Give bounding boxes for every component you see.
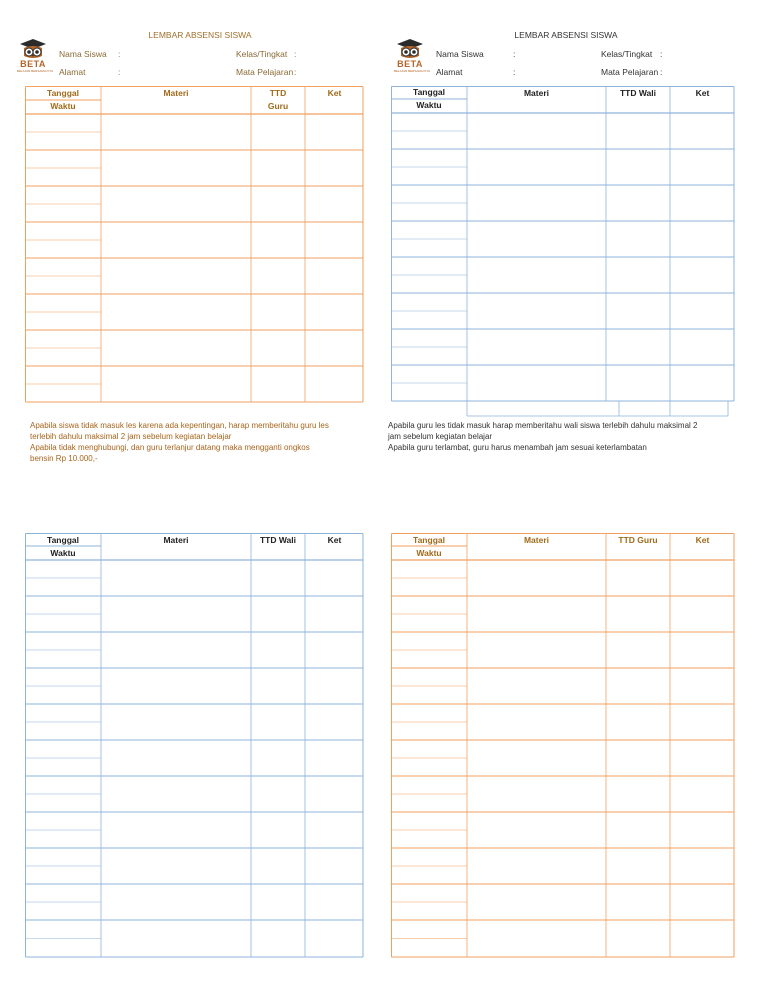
- class-colon: :: [294, 49, 297, 59]
- header-sign-guardian: TTD Wali: [259, 535, 297, 545]
- logo-brand: BETA: [397, 59, 423, 69]
- header-sign-teacher-2: Guru: [267, 101, 289, 111]
- name-label: Nama Siswa: [436, 49, 484, 59]
- header-sign-guardian: TTD Wali: [619, 88, 657, 98]
- attendance-grid: [391, 86, 735, 417]
- header-date: Tanggal: [47, 88, 79, 98]
- header-material: Materi: [523, 88, 550, 98]
- subject-label: Mata Pelajaran: [236, 67, 294, 77]
- logo-brand: BETA: [20, 59, 46, 69]
- header-date: Tanggal: [413, 87, 445, 97]
- header-time: Waktu: [50, 101, 76, 111]
- header-date: Tanggal: [47, 535, 79, 545]
- header-note: Ket: [695, 535, 710, 545]
- attendance-table-bottom-right: [391, 533, 735, 959]
- attendance-table-top-left: [25, 86, 364, 404]
- note-line: Apabila tidak menghubungi, dan guru terlanjur datang maka mengganti ongkos: [30, 443, 310, 452]
- sheet-title-left: LEMBAR ABSENSI SISWA: [148, 30, 252, 40]
- attendance-grid: [391, 533, 735, 959]
- header-sign-teacher-1: TTD: [269, 88, 287, 98]
- address-colon: :: [118, 67, 121, 77]
- address-label: Alamat: [59, 67, 86, 77]
- class-label: Kelas/Tingkat: [601, 49, 653, 59]
- address-label: Alamat: [436, 67, 463, 77]
- header-date: Tanggal: [413, 535, 445, 545]
- header-time: Waktu: [416, 548, 442, 558]
- header-note: Ket: [695, 88, 710, 98]
- logo-tagline: BELAJAR BERSAMA KITA: [394, 69, 430, 73]
- note-line: Apabila siswa tidak masuk les karena ada kepentingan, harap memberitahu guru les: [30, 421, 329, 430]
- attendance-table-bottom-left: [25, 533, 364, 959]
- address-colon: :: [513, 67, 516, 77]
- subject-colon: :: [294, 67, 297, 77]
- owl-graduation-cap-icon: [17, 38, 49, 60]
- note-line: Apabila guru terlambat, guru harus menambah jam sesuai keterlambatan: [388, 443, 647, 452]
- class-colon: :: [660, 49, 663, 59]
- attendance-table-top-right: [391, 86, 735, 417]
- name-colon: :: [513, 49, 516, 59]
- class-label: Kelas/Tingkat: [236, 49, 288, 59]
- sheet-title-right: LEMBAR ABSENSI SISWA: [514, 30, 618, 40]
- header-material: Materi: [163, 535, 189, 545]
- header-note: Ket: [327, 88, 342, 98]
- attendance-grid: [25, 533, 364, 959]
- subject-label: Mata Pelajaran: [601, 67, 659, 77]
- attendance-grid: [25, 86, 364, 404]
- name-colon: :: [118, 49, 121, 59]
- note-right: [388, 420, 697, 453]
- header-time: Waktu: [50, 548, 76, 558]
- note-line: jam sebelum kegiatan belajar: [388, 432, 493, 441]
- header-sign-teacher: TTD Guru: [618, 535, 658, 545]
- note-left: [30, 420, 329, 464]
- name-label: Nama Siswa: [59, 49, 107, 59]
- logo-right: [394, 38, 430, 73]
- header-note: Ket: [327, 535, 342, 545]
- subject-colon: :: [660, 67, 663, 77]
- owl-graduation-cap-icon: [394, 38, 426, 60]
- logo-tagline: BELAJAR BERSAMA KITA: [17, 69, 53, 73]
- header-time: Waktu: [416, 100, 442, 110]
- note-line: terlebih dahulu maksimal 2 jam sebelum kegiatan belajar: [30, 432, 232, 441]
- note-line: bensin Rp 10.000,-: [30, 454, 98, 463]
- header-material: Materi: [163, 88, 189, 98]
- header-material: Materi: [523, 535, 550, 545]
- note-line: Apabila guru les tidak masuk harap memberitahu wali siswa terlebih dahulu maksimal 2: [388, 421, 698, 430]
- logo-left: [17, 38, 53, 73]
